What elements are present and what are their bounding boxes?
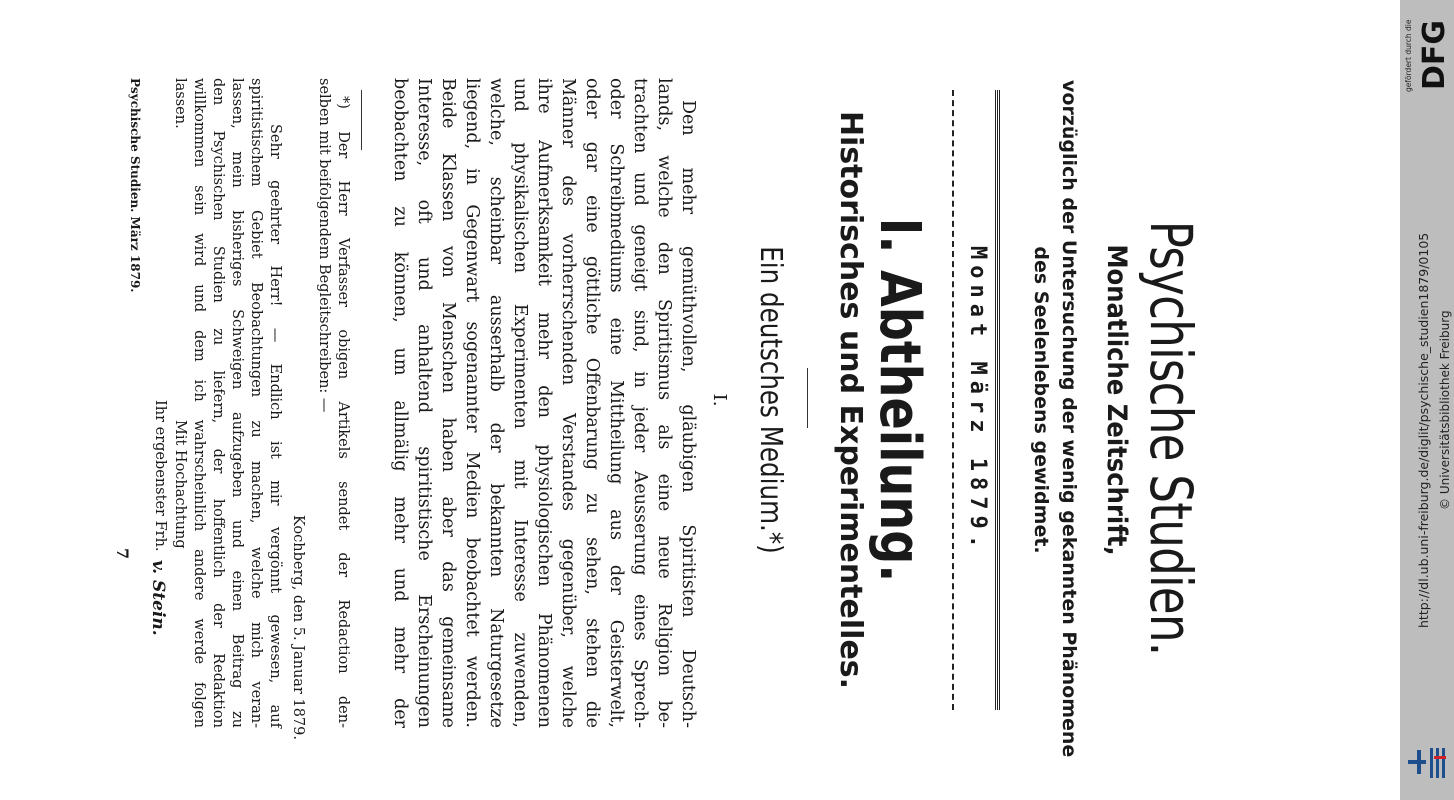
- journal-subtitle: Monatliche Zeitschrift,: [1101, 244, 1132, 556]
- body-line: trachten und geneigt sind, in jeder Aeusserung eines Sprech-: [630, 78, 650, 728]
- body-line: Männer des vorherrschenden Verstandes gegenüber, welche: [558, 78, 578, 728]
- body-line: beobachten zu können, um allmälig mehr und mehr der: [390, 78, 410, 728]
- university-logo-icon: [1404, 742, 1448, 784]
- page-signature-number: 7: [113, 548, 132, 560]
- footnote-line: selben mit beifolgendem Begleitschreiben: —: [316, 78, 332, 413]
- letter-line: lassen, mein bisheriges Schweigen aufzugeben und einen Beitrag zu: [229, 78, 245, 728]
- body-line: ihre Aufmerksamkeit mehr den physiologischen Phänomenen: [534, 78, 554, 728]
- copyright-notice: © Universitätsbibliothek Freiburg: [1438, 310, 1452, 510]
- page-footer-journal: Psychische Studien. März 1879.: [128, 78, 142, 293]
- permalink-url[interactable]: http://dl.ub.uni-freiburg.de/diglit/psychische_studien1879/0105: [1416, 232, 1431, 628]
- body-line: Interesse, oft und anhaltend spiritistische Erscheinungen: [414, 78, 434, 728]
- chapter-number: I.: [709, 393, 730, 407]
- footnote-line: *) Der Herr Verfasser obigen Artikels sendet der Redaction den-: [335, 96, 351, 728]
- journal-description-line-1: vorzüglich der Untersuchung der wenig gekannten Phänomene: [1058, 80, 1080, 758]
- letter-line: Sehr geehrter Herr! — Endlich ist mir vergönnt gewesen, auf: [267, 124, 283, 728]
- body-line: welche, scheinbar ausserhalb der bekannten Naturgesetze: [486, 78, 506, 728]
- body-line: liegend, in Gegenwart sogenannter Medien beobachtet werden.: [462, 78, 482, 728]
- footnote: [314, 78, 352, 728]
- letter-signature: [148, 560, 168, 680]
- letter-line: lassen.: [172, 78, 188, 129]
- journal-description-line-2: des Seelenlebens gewidmet.: [1030, 246, 1052, 554]
- dashed-rule: [952, 90, 954, 710]
- article-title: Ein deutsches Medium.*): [753, 246, 788, 554]
- dfg-logo-text: DFG: [1417, 19, 1452, 90]
- body-line: und physikalischen Experimenten mit Interesse zuwenden,: [510, 78, 530, 728]
- place-date: Kochberg, den 5. Januar 1879.: [290, 514, 306, 740]
- dfg-logo-icon: [1417, 6, 1452, 92]
- body-line: Den mehr gemüthvollen, gläubigen Spiritisten Deutsch-: [678, 100, 698, 728]
- thin-rule: [995, 90, 996, 710]
- double-rule: [997, 90, 1000, 710]
- issue-month: Monat März 1879.: [965, 246, 990, 554]
- body-line: lands, welche den Spiritismus als eine neue Religion be-: [654, 78, 674, 728]
- signature-name: v. Stein.: [148, 560, 168, 636]
- body-line: oder Schreibmediums eine Mittheilung aus der Geisterwelt,: [606, 78, 626, 728]
- letter-line: spiritistischem Gebiet Beobachtungen zu machen, welche mich veran-: [248, 78, 264, 728]
- letter-line: den Psychischen Studien zu liefern, der hoffentlich der Redaktion: [210, 78, 226, 728]
- article-body: [388, 78, 700, 728]
- footnote-rule: [361, 90, 362, 150]
- section-heading: I. Abtheilung.: [867, 217, 932, 583]
- section-subheading: Historisches und Experimentelles.: [833, 110, 868, 690]
- body-line: oder gar eine göttliche Offenbarung zu sehen, stehen die: [582, 78, 602, 728]
- letter-line: willkommen sein wird und dem ich wahrscheinlich andere werde folgen: [191, 78, 207, 728]
- short-divider: [807, 368, 808, 428]
- body-line: Beide Klassen von Menschen haben aber das gemeinsame: [438, 78, 458, 728]
- journal-title: Psychische Studien.: [1137, 220, 1205, 656]
- letter-closing: Mit Hochachtung: [172, 420, 188, 549]
- dfg-funding-note: gefördert durch die: [1404, 19, 1413, 92]
- letter-regards: Ihr ergebenster Frh.: [152, 400, 168, 552]
